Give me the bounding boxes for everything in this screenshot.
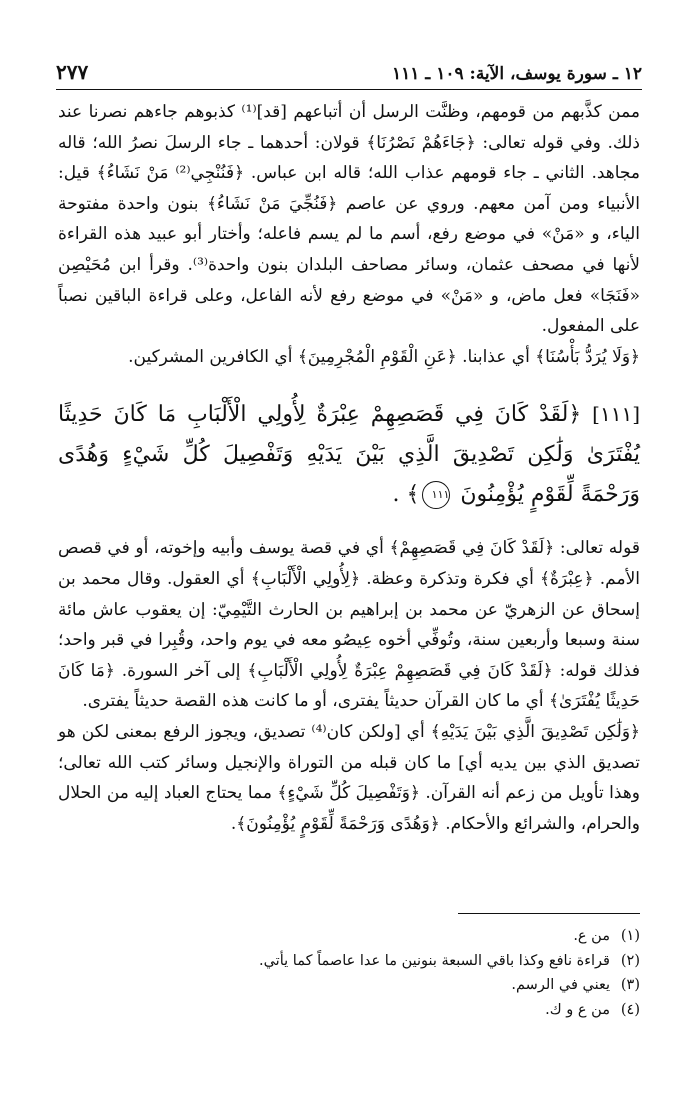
commentary-paragraph: ﴿وَلَا يُرَدُّ بَأْسُنَا﴾ أي عذابنا. ﴿عَنِ الْقَوْمِ الْمُجْرِمِينَ﴾ أي الكافرين المشركين. [128,346,640,367]
footnote-number: (٢) [620,952,640,969]
verse-text: ﴿لَقَدْ كَانَ فِي قَصَصِهِمْ عِبْرَةٌ لِأُولِي الْأَلْبَابِ مَا كَانَ حَدِيثًا يُفْتَرَىٰ وَلَٰكِن تَصْدِيقَ الَّذِي بَيْنَ يَدَيْهِ وَتَفْصِيلَ كُلِّ شَيْءٍ وَهُدًى وَرَحْمَةً لِّقَوْمٍ يُؤْمِنُونَ [58,402,640,508]
page-header [56,60,642,90]
verse-number: [١١١] [592,402,640,427]
footnote-number: (١) [620,928,640,944]
footnote-text: من ع و ك. [545,1001,610,1018]
footnote [58,973,640,998]
verse-closing-bracket: ﴾ . [392,482,420,508]
commentary-paragraph: قوله تعالى: ﴿لَقَدْ كَانَ فِي قَصَصِهِمْ﴾ أي في قصة يوسف وأبيه وإخوته، أو في قصص الأمم. ﴿عِبْرَةٌ﴾ أي فكرة وتذكرة وعظة. ﴿لِأُولِي الْأَلْبَابِ﴾ أي العقول. وقال محمد بن إسحاق عن الزهريّ عن محمد بن إبراهيم بن الحارث التَّيْمِيّ: إن يعقوب عاش مائة سنة وسبعا وأربعين سنة، وتُوفِّي أخوه عِيصُو معه في يوم واحد، وقُبِرا في قبر واحد؛ فذلك قوله: ﴿لَقَدْ كَانَ فِي قَصَصِهِمْ عِبْرَةٌ لِأُولِي الْأَلْبَابِ﴾ إلى آخر السورة. ﴿مَا كَانَ حَدِيثًا يُفْتَرَىٰ﴾ أي ما كان القرآن حديثاً يفترى، أو ما كانت هذه القصة حديثاً يفترى. [58,538,640,712]
ayah-end-marker: ١١١ [422,481,450,509]
footnote-text: يعني في الرسم. [511,977,610,993]
footnote [58,924,640,949]
page-body [58,97,640,839]
commentary-paragraph: ممن كذَّبهم من قومهم، وظنَّت الرسل أن أتباعهم [قد]⁽¹⁾ كذبوهم جاءهم نصرنا عند ذلك. وفي قوله تعالى: ﴿جَاءَهُمْ نَصْرُنَا﴾ قولان: أحدهما ـ جاء الرسلَ نصرُ الله؛ قاله مجاهد. الثاني ـ جاء قومهم عذاب الله؛ قاله ابن عباس. ﴿فَنُنْجِي⁽²⁾ مَنْ نَشَاءُ﴾ قيل: الأنبياء ومن آمن معهم. وروي عن عاصم ﴿فَنُجِّيَ مَنْ نَشَاءُ﴾ بنون واحدة مفتوحة الياء، و «مَنْ» في موضع رفع، أسم ما لم يسم فاعله؛ وأختار أبو عبيد هذه القراءة لأنها في مصحف عثمان، وسائر مصاحف البلدان بنون واحدة⁽³⁾. وقرأ ابن مُحَيْصِن «فَنَجَا» فعل ماض، و «مَنْ» في موضع رفع لأنه الفاعل، وعلى قراءة الباقين نصباً على المفعول. [58,102,641,337]
footnote-text: من ع. [573,928,610,944]
quran-verse [58,394,640,515]
footnote-number: (٤) [620,1001,640,1018]
commentary-paragraph: ﴿وَلَٰكِن تَصْدِيقَ الَّذِي بَيْنَ يَدَيْهِ﴾ أي [ولكن كان⁽⁴⁾ تصديق، ويجوز الرفع بمعنى لكن هو تصديق الذي بين يديه أي] ما كان قبله من التوراة والإنجيل وسائر كتب الله تعالى؛ وهذا تأويل من زعم أنه القرآن. ﴿وَتَفْصِيلَ كُلِّ شَيْءٍ﴾ مما يحتاج العباد إليه من الحلال والحرام، والشرائع والأحكام. ﴿وَهُدًى وَرَحْمَةً لِّقَوْمٍ يُؤْمِنُونَ﴾. [58,721,640,834]
running-title: ١٢ ـ سورة يوسف، الآية: ١٠٩ ـ ١١١ [391,64,642,84]
footnote [58,998,640,1023]
footnote-text: قراءة نافع وكذا باقي السبعة بنونين ما عدا عاصماً كما يأتي. [258,952,610,969]
footnote [58,949,640,974]
footnote-number: (٣) [620,977,640,993]
footnote-separator [458,913,640,914]
page-number: ٢٧٧ [56,60,89,84]
footnotes [58,924,640,1022]
